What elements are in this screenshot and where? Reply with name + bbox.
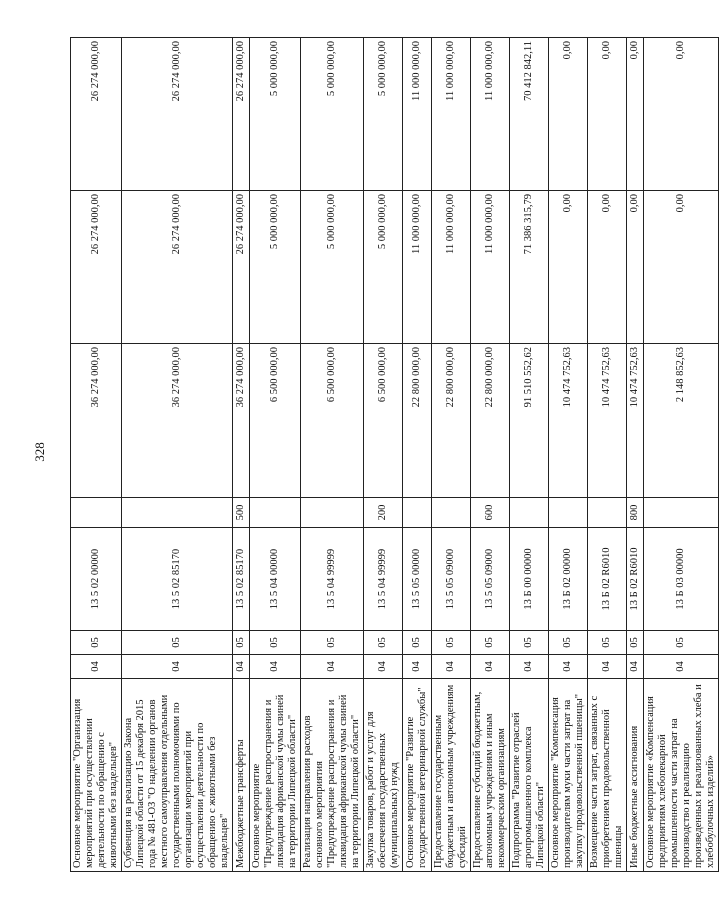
row-expense-type: 200 — [364, 498, 403, 528]
row-section: 04 — [471, 655, 510, 679]
row-value-2: 5 000 000,00 — [364, 191, 403, 344]
table-row — [403, 38, 432, 872]
row-value-3: 5 000 000,00 — [301, 38, 364, 191]
table-row — [233, 38, 250, 872]
row-value-1: 10 474 752,63 — [588, 344, 627, 498]
row-name: Возмещение части затрат, связанных с приобретением продовольственной пшеницы — [588, 679, 627, 872]
row-target-code: 13 5 05 09000 — [471, 528, 510, 631]
row-section: 04 — [549, 655, 588, 679]
table-row — [471, 38, 510, 872]
row-subsection: 05 — [549, 631, 588, 655]
table-row — [250, 38, 301, 872]
row-value-1: 6 500 000,00 — [250, 344, 301, 498]
table-body — [71, 38, 719, 872]
row-expense-type — [432, 498, 471, 528]
row-value-1: 2 148 852,63 — [644, 344, 719, 498]
table-row — [122, 38, 233, 872]
row-expense-type — [250, 498, 301, 528]
row-expense-type — [644, 498, 719, 528]
row-value-3: 26 274 000,00 — [122, 38, 233, 191]
row-value-1: 91 510 552,62 — [510, 344, 549, 498]
row-name: Предоставление субсидий бюджетным, автономным учреждениям и иным некоммерческим организациям — [471, 679, 510, 872]
row-target-code: 13 5 05 00000 — [403, 528, 432, 631]
row-subsection: 05 — [301, 631, 364, 655]
row-value-1: 10 474 752,63 — [549, 344, 588, 498]
table-row — [364, 38, 403, 872]
row-name: Иные бюджетные ассигнования — [627, 679, 644, 872]
row-name: Основное мероприятие "Компенсация производителям муки части затрат на закупку продовольственной пшеницы" — [549, 679, 588, 872]
rotated-table-container — [70, 38, 716, 872]
row-section: 04 — [403, 655, 432, 679]
row-subsection: 05 — [364, 631, 403, 655]
row-value-1: 36 274 000,00 — [71, 344, 122, 498]
row-subsection: 05 — [403, 631, 432, 655]
table-row — [644, 38, 719, 872]
row-subsection: 05 — [122, 631, 233, 655]
row-value-2: 11 000 000,00 — [403, 191, 432, 344]
row-value-2: 11 000 000,00 — [432, 191, 471, 344]
table-row — [432, 38, 471, 872]
row-value-3: 0,00 — [644, 38, 719, 191]
row-value-3: 11 000 000,00 — [403, 38, 432, 191]
row-subsection: 05 — [588, 631, 627, 655]
row-section: 04 — [233, 655, 250, 679]
row-value-3: 0,00 — [549, 38, 588, 191]
row-subsection: 05 — [250, 631, 301, 655]
row-value-1: 22 800 000,00 — [471, 344, 510, 498]
row-value-2: 0,00 — [627, 191, 644, 344]
table-row — [627, 38, 644, 872]
row-subsection: 05 — [627, 631, 644, 655]
row-name: Основное мероприятие "Предупреждение распространения и ликвидация африканской чумы свиней на территории Липецкой области" — [250, 679, 301, 872]
row-value-1: 10 474 752,63 — [627, 344, 644, 498]
row-value-3: 0,00 — [588, 38, 627, 191]
row-expense-type: 600 — [471, 498, 510, 528]
row-value-1: 22 800 000,00 — [403, 344, 432, 498]
row-target-code: 13 Б 03 00000 — [644, 528, 719, 631]
row-section: 04 — [627, 655, 644, 679]
row-name: Реализация направления расходов основного мероприятия "Предупреждение распространения и ликвидация африканской чумы свиней на территории Липецкой области" — [301, 679, 364, 872]
row-value-3: 26 274 000,00 — [71, 38, 122, 191]
row-section: 04 — [122, 655, 233, 679]
row-expense-type — [588, 498, 627, 528]
row-value-2: 5 000 000,00 — [250, 191, 301, 344]
row-expense-type — [403, 498, 432, 528]
row-subsection: 05 — [510, 631, 549, 655]
row-value-3: 70 412 842,11 — [510, 38, 549, 191]
row-value-2: 26 274 000,00 — [122, 191, 233, 344]
row-value-3: 11 000 000,00 — [432, 38, 471, 191]
row-section: 04 — [250, 655, 301, 679]
row-name: Межбюджетные трансферты — [233, 679, 250, 872]
row-expense-type — [301, 498, 364, 528]
row-value-3: 5 000 000,00 — [364, 38, 403, 191]
row-expense-type — [549, 498, 588, 528]
table-row — [510, 38, 549, 872]
row-expense-type: 500 — [233, 498, 250, 528]
row-value-1: 6 500 000,00 — [301, 344, 364, 498]
row-name: Подпрограмма "Развитие отраслей агропромышленного комплекса Липецкой области" — [510, 679, 549, 872]
row-target-code: 13 5 05 09000 — [432, 528, 471, 631]
row-name: Субвенция на реализацию Закона Липецкой области от 15 декабря 2015 года № 481-ОЗ "О наделении органов местного самоуправления отдельными государственными полномочиями по организации мероприятий при осуществлении деятельности по обращению с животными без владельцев" — [122, 679, 233, 872]
row-section: 04 — [644, 655, 719, 679]
row-value-3: 11 000 000,00 — [471, 38, 510, 191]
row-section: 04 — [588, 655, 627, 679]
row-section: 04 — [510, 655, 549, 679]
page-number: 328 — [32, 442, 47, 462]
budget-table — [70, 37, 719, 872]
row-target-code: 13 5 04 99999 — [364, 528, 403, 631]
row-subsection: 05 — [432, 631, 471, 655]
table-row — [71, 38, 122, 872]
row-value-2: 0,00 — [549, 191, 588, 344]
row-name: Основное мероприятие "Развитие государственной ветеринарной службы" — [403, 679, 432, 872]
row-section: 04 — [364, 655, 403, 679]
row-value-2: 0,00 — [588, 191, 627, 344]
row-section: 04 — [432, 655, 471, 679]
row-value-1: 22 800 000,00 — [432, 344, 471, 498]
row-expense-type — [71, 498, 122, 528]
row-value-2: 71 386 315,79 — [510, 191, 549, 344]
row-subsection: 05 — [471, 631, 510, 655]
row-target-code: 13 Б 02 R6010 — [588, 528, 627, 631]
row-expense-type: 800 — [627, 498, 644, 528]
table-row — [301, 38, 364, 872]
table-row — [588, 38, 627, 872]
row-value-2: 11 000 000,00 — [471, 191, 510, 344]
table-row — [549, 38, 588, 872]
row-subsection: 05 — [644, 631, 719, 655]
row-name: Основное мероприятие "Организация мероприятий при осуществлении деятельности по обращению с животными без владельцев" — [71, 679, 122, 872]
row-expense-type — [510, 498, 549, 528]
row-target-code: 13 5 02 00000 — [71, 528, 122, 631]
row-value-2: 0,00 — [644, 191, 719, 344]
row-expense-type — [122, 498, 233, 528]
row-target-code: 13 Б 02 R6010 — [627, 528, 644, 631]
row-value-2: 5 000 000,00 — [301, 191, 364, 344]
row-target-code: 13 5 02 85170 — [233, 528, 250, 631]
row-subsection: 05 — [71, 631, 122, 655]
row-value-3: 0,00 — [627, 38, 644, 191]
row-value-3: 5 000 000,00 — [250, 38, 301, 191]
row-value-2: 26 274 000,00 — [71, 191, 122, 344]
row-name: Закупка товаров, работ и услуг для обеспечения государственных (муниципальных) нужд — [364, 679, 403, 872]
row-subsection: 05 — [233, 631, 250, 655]
row-target-code: 13 5 04 00000 — [250, 528, 301, 631]
row-name: Основное мероприятие «Компенсация предприятиям хлебопекарной промышленности части затрат на производство и реализацию произведенных и реализованных хлеба и хлебобулочных изделий» — [644, 679, 719, 872]
row-target-code: 13 Б 02 00000 — [549, 528, 588, 631]
row-name: Предоставление государственным бюджетным и автономным учреждениям субсидий — [432, 679, 471, 872]
row-section: 04 — [301, 655, 364, 679]
row-section: 04 — [71, 655, 122, 679]
row-target-code: 13 5 04 99999 — [301, 528, 364, 631]
row-target-code: 13 5 02 85170 — [122, 528, 233, 631]
row-target-code: 13 Б 00 00000 — [510, 528, 549, 631]
row-value-3: 26 274 000,00 — [233, 38, 250, 191]
row-value-1: 36 274 000,00 — [122, 344, 233, 498]
row-value-2: 26 274 000,00 — [233, 191, 250, 344]
row-value-1: 6 500 000,00 — [364, 344, 403, 498]
row-value-1: 36 274 000,00 — [233, 344, 250, 498]
